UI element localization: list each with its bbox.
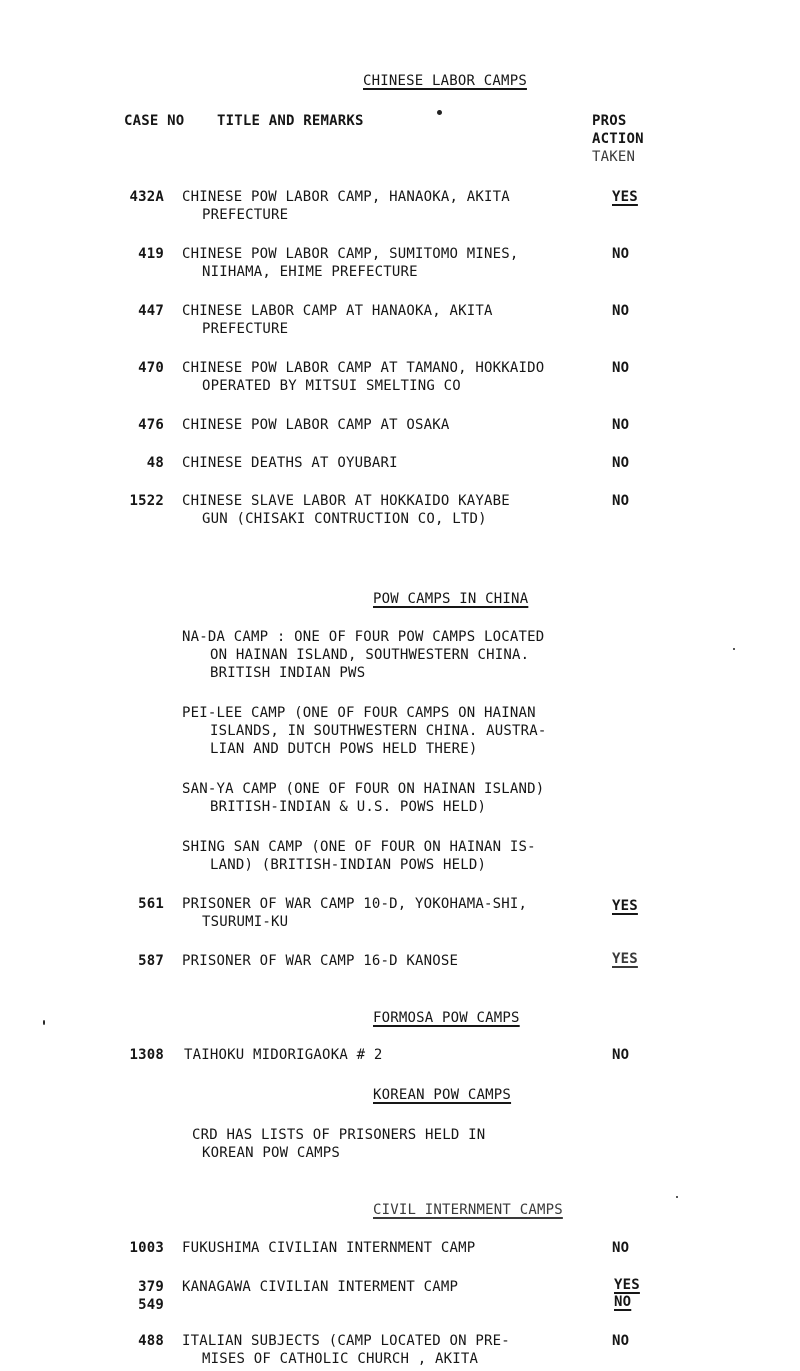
- case-title: ITALIAN SUBJECTS (CAMP LOCATED ON PRE-: [182, 1333, 510, 1349]
- pros-action: NO: [612, 360, 630, 376]
- note-line: CRD HAS LISTS OF PRISONERS HELD IN: [192, 1127, 486, 1143]
- case-number: 470: [138, 360, 164, 376]
- case-title: KANAGAWA CIVILIAN INTERMENT CAMP: [182, 1279, 459, 1295]
- note-line: ON HAINAN ISLAND, SOUTHWESTERN CHINA.: [210, 647, 530, 663]
- ink-speck: [43, 1020, 45, 1025]
- section-title-civil: CIVIL INTERNMENT CAMPS: [373, 1202, 563, 1218]
- case-number: 587: [138, 953, 164, 969]
- pros-action: YES: [612, 951, 638, 967]
- ink-dot: [437, 110, 442, 115]
- column-header-case-no: CASE NO: [124, 113, 185, 129]
- case-title: CHINESE POW LABOR CAMP, HANAOKA, AKITA: [182, 189, 510, 205]
- section-title-china: POW CAMPS IN CHINA: [373, 591, 529, 607]
- case-title: CHINESE SLAVE LABOR AT HOKKAIDO KAYABE: [182, 493, 510, 509]
- ink-speck: [676, 1196, 678, 1198]
- pros-action: NO: [612, 1333, 630, 1349]
- pros-action: NO: [612, 246, 630, 262]
- case-title: PRISONER OF WAR CAMP 16-D KANOSE: [182, 953, 459, 969]
- note-line: PEI-LEE CAMP (ONE OF FOUR CAMPS ON HAINAN: [182, 705, 536, 721]
- case-title: CHINESE LABOR CAMP AT HANAOKA, AKITA: [182, 303, 493, 319]
- case-title: FUKUSHIMA CIVILIAN INTERNMENT CAMP: [182, 1240, 476, 1256]
- case-title-cont: PREFECTURE: [202, 321, 289, 337]
- pros-action: NO: [612, 1240, 630, 1256]
- pros-action: NO: [612, 1047, 630, 1063]
- case-title-cont: GUN (CHISAKI CONTRUCTION CO, LTD): [202, 511, 487, 527]
- note-line: BRITISH-INDIAN & U.S. POWS HELD): [210, 799, 487, 815]
- case-number: 379: [138, 1279, 164, 1295]
- case-number: 419: [138, 246, 164, 262]
- pros-action: NO: [612, 303, 630, 319]
- note-line: LIAN AND DUTCH POWS HELD THERE): [210, 741, 478, 757]
- case-title: CHINESE DEATHS AT OYUBARI: [182, 455, 398, 471]
- case-number: 432A: [129, 189, 164, 205]
- case-title-cont: OPERATED BY MITSUI SMELTING CO: [202, 378, 461, 394]
- column-header-pros-1: PROS: [592, 113, 627, 129]
- case-number: 561: [138, 896, 164, 912]
- note-line: BRITISH INDIAN PWS: [210, 665, 366, 681]
- column-header-pros-2: ACTION: [592, 131, 644, 147]
- note-line: SHING SAN CAMP (ONE OF FOUR ON HAINAN IS-: [182, 839, 536, 855]
- pros-action: NO: [614, 1294, 632, 1310]
- pros-action: YES: [612, 898, 638, 914]
- case-title: TAIHOKU MIDORIGAOKA # 2: [184, 1047, 383, 1063]
- case-title-cont: MISES OF CATHOLIC CHURCH , AKITA: [202, 1351, 479, 1367]
- case-title: PRISONER OF WAR CAMP 10-D, YOKOHAMA-SHI,: [182, 896, 528, 912]
- section-title-formosa: FORMOSA POW CAMPS: [373, 1010, 520, 1026]
- pros-action: YES: [612, 189, 638, 205]
- case-number: 476: [138, 417, 164, 433]
- note-line: KOREAN POW CAMPS: [202, 1145, 341, 1161]
- case-number: 549: [138, 1297, 164, 1313]
- case-title-cont: TSURUMI-KU: [202, 914, 289, 930]
- pros-action: YES: [614, 1277, 640, 1293]
- section-title-chinese-labor: CHINESE LABOR CAMPS: [363, 73, 527, 89]
- case-number: 447: [138, 303, 164, 319]
- case-number: 1003: [129, 1240, 164, 1256]
- pros-action: NO: [612, 493, 630, 509]
- note-line: LAND) (BRITISH-INDIAN POWS HELD): [210, 857, 487, 873]
- note-line: ISLANDS, IN SOUTHWESTERN CHINA. AUSTRA-: [210, 723, 547, 739]
- ink-speck: [733, 648, 735, 650]
- column-header-title: TITLE AND REMARKS: [217, 113, 364, 129]
- case-title-cont: PREFECTURE: [202, 207, 289, 223]
- case-number: 1308: [129, 1047, 164, 1063]
- case-title: CHINESE POW LABOR CAMP, SUMITOMO MINES,: [182, 246, 519, 262]
- note-line: NA-DA CAMP : ONE OF FOUR POW CAMPS LOCATED: [182, 629, 545, 645]
- case-title: CHINESE POW LABOR CAMP AT TAMANO, HOKKAIDO: [182, 360, 545, 376]
- case-title-cont: NIIHAMA, EHIME PREFECTURE: [202, 264, 418, 280]
- section-title-korea: KOREAN POW CAMPS: [373, 1087, 512, 1103]
- case-title: CHINESE POW LABOR CAMP AT OSAKA: [182, 417, 450, 433]
- case-number: 48: [146, 455, 164, 471]
- pros-action: NO: [612, 455, 630, 471]
- case-number: 488: [138, 1333, 164, 1349]
- case-number: 1522: [129, 493, 164, 509]
- column-header-pros-3: TAKEN: [592, 149, 636, 165]
- note-line: SAN-YA CAMP (ONE OF FOUR ON HAINAN ISLAND): [182, 781, 545, 797]
- pros-action: NO: [612, 417, 630, 433]
